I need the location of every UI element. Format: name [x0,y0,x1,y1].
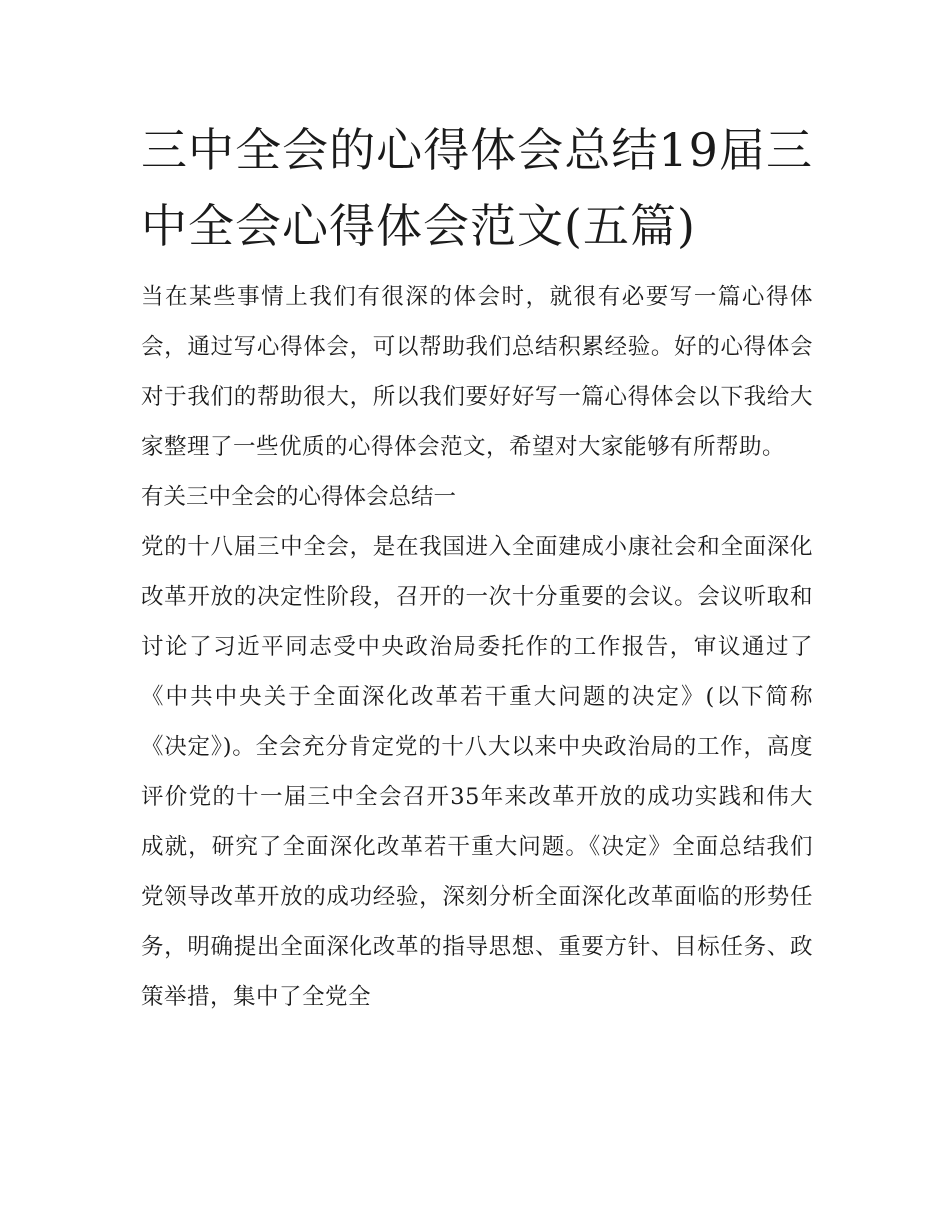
intro-paragraph: 当在某些事情上我们有很深的体会时，就很有必要写一篇心得体会，通过写心得体会，可以帮助我们总结积累经验。好的心得体会对于我们的帮助很大，所以我们要好好写一篇心得体会以下我给大家整理了一些优质的心得体会范文，希望对大家能够有所帮助。 [141,284,813,460]
document-title: 三中全会的心得体会总结19届三中全会心得体会范文(五篇) [141,123,813,253]
document-page [141,112,813,1022]
section-heading: 有关三中全会的心得体会总结一 [141,484,457,510]
section-body-paragraph: 党的十八届三中全会，是在我国进入全面建成小康社会和全面深化改革开放的决定性阶段，召开的一次十分重要的会议。会议听取和讨论了习近平同志受中央政治局委托作的工作报告，审议通过了《中共中央关于全面深化改革若干重大问题的决定》(以下简称《决定》)。全会充分肯定党的十八大以来中央政治局的工作，高度评价党的十一届三中全会召开35年来改革开放的成功实践和伟大成就，研究了全面深化改革若干重大问题。《决定》全面总结我们党领导改革开放的成功经验，深刻分析全面深化改革面临的形势任务，明确提出全面深化改革的指导思想、重要方针、目标任务、政策举措，集中了全党全 [141,534,813,1010]
